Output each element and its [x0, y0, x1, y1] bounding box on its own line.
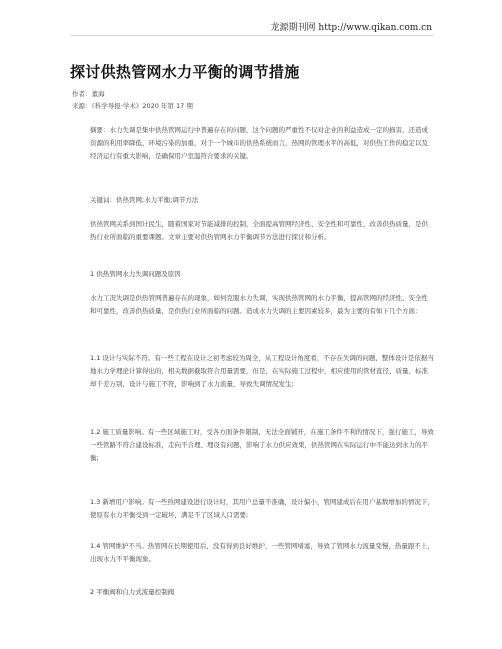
article-author: 作者：董海: [72, 90, 105, 98]
paragraph-1-3: 1.3 新增用户影响。有一些热网建设进行设计时，其用户总量不准确，设计偏小，管网建成后在用户基数增加的情况下，使原有水力平衡受到一定破坏，满足不了区域人口需要;: [90, 498, 434, 519]
site-header[interactable]: 龙源期刊网 http://www.qikan.com.cn: [270, 23, 432, 33]
paragraph-1-1: 1.1 设计与实际不符。有一些工程在设计之初考虑较为周全，从工程设计角度看，不存在失调的问题，整体设计是依据当地水力学理论计算得出的，相关数据截取符合用量需要，但是，在实际施工过程中，相应使用的管材直径、质量、标准却千差万别，设计与施工不符，影响到了水力流量，导致失调情况发生;: [90, 354, 434, 388]
header-divider: [70, 35, 434, 36]
article-source: 来源：《科学导报·学术》2020 年第 17 期: [72, 102, 193, 110]
keywords-line: 关键词：供热管网;水力平衡;调节方法: [90, 196, 199, 204]
section-2-heading: 2 平衡阀和自力式流量控制阀: [90, 588, 175, 596]
intro-paragraph: 供热管网关系到国计民生，随着国家对节能减排的控制，全面提高管网经济性、安全性和可靠性，改善供热质量，是供热行业所面临的重要课题。文章主要对供热管网水力平衡调节方法进行探讨和分析。: [90, 220, 428, 241]
paragraph-1-2: 1.2 施工质量影响。有一些区域施工时，受各方面条件限制，无法全面铺开，在施工条件不利的情况下，强行施工，导致一些管路不符合建设标准，走向不合理、埋设有问题，影响了水力供应效果，供热管网在实际运行中不能达到水力的平衡;: [90, 428, 434, 462]
paragraph-1-4: 1.4 管网维护不当。热管网在长期使用后，没有得到良好维护，一些管网堵塞，导致了管网水力流量变慢，热量跟不上，出现水力不平衡现象。: [90, 542, 434, 563]
abstract-paragraph: 摘要：水力失调是集中供热管网运行中普遍存在的问题，这个问题的严重性不仅对企业的利益造成一定的损害，还造成资源的利用率降低、环境污染的加重，对于一个城市的供热系统而言，热网的管理水平的高低，对供热工作的稳定以及经济运行有重大影响，是确保用户室温符合要求的关键。: [90, 126, 428, 160]
section-1-heading: 1 供热管网水力失调问题及原因: [90, 270, 181, 278]
article-title: 探讨供热管网水力平衡的调节措施: [70, 63, 300, 81]
section-1-intro: 水力工况失调是供热管网普遍存在的现象，如何克服水力失调，实现供热管网的水力平衡，提高管网的经济性、安全性和可靠性，改善供热质量，是供热行业所面临的问题。造成水力失调的主要因素较多，最为主要的有如下几个方面：: [90, 294, 428, 315]
